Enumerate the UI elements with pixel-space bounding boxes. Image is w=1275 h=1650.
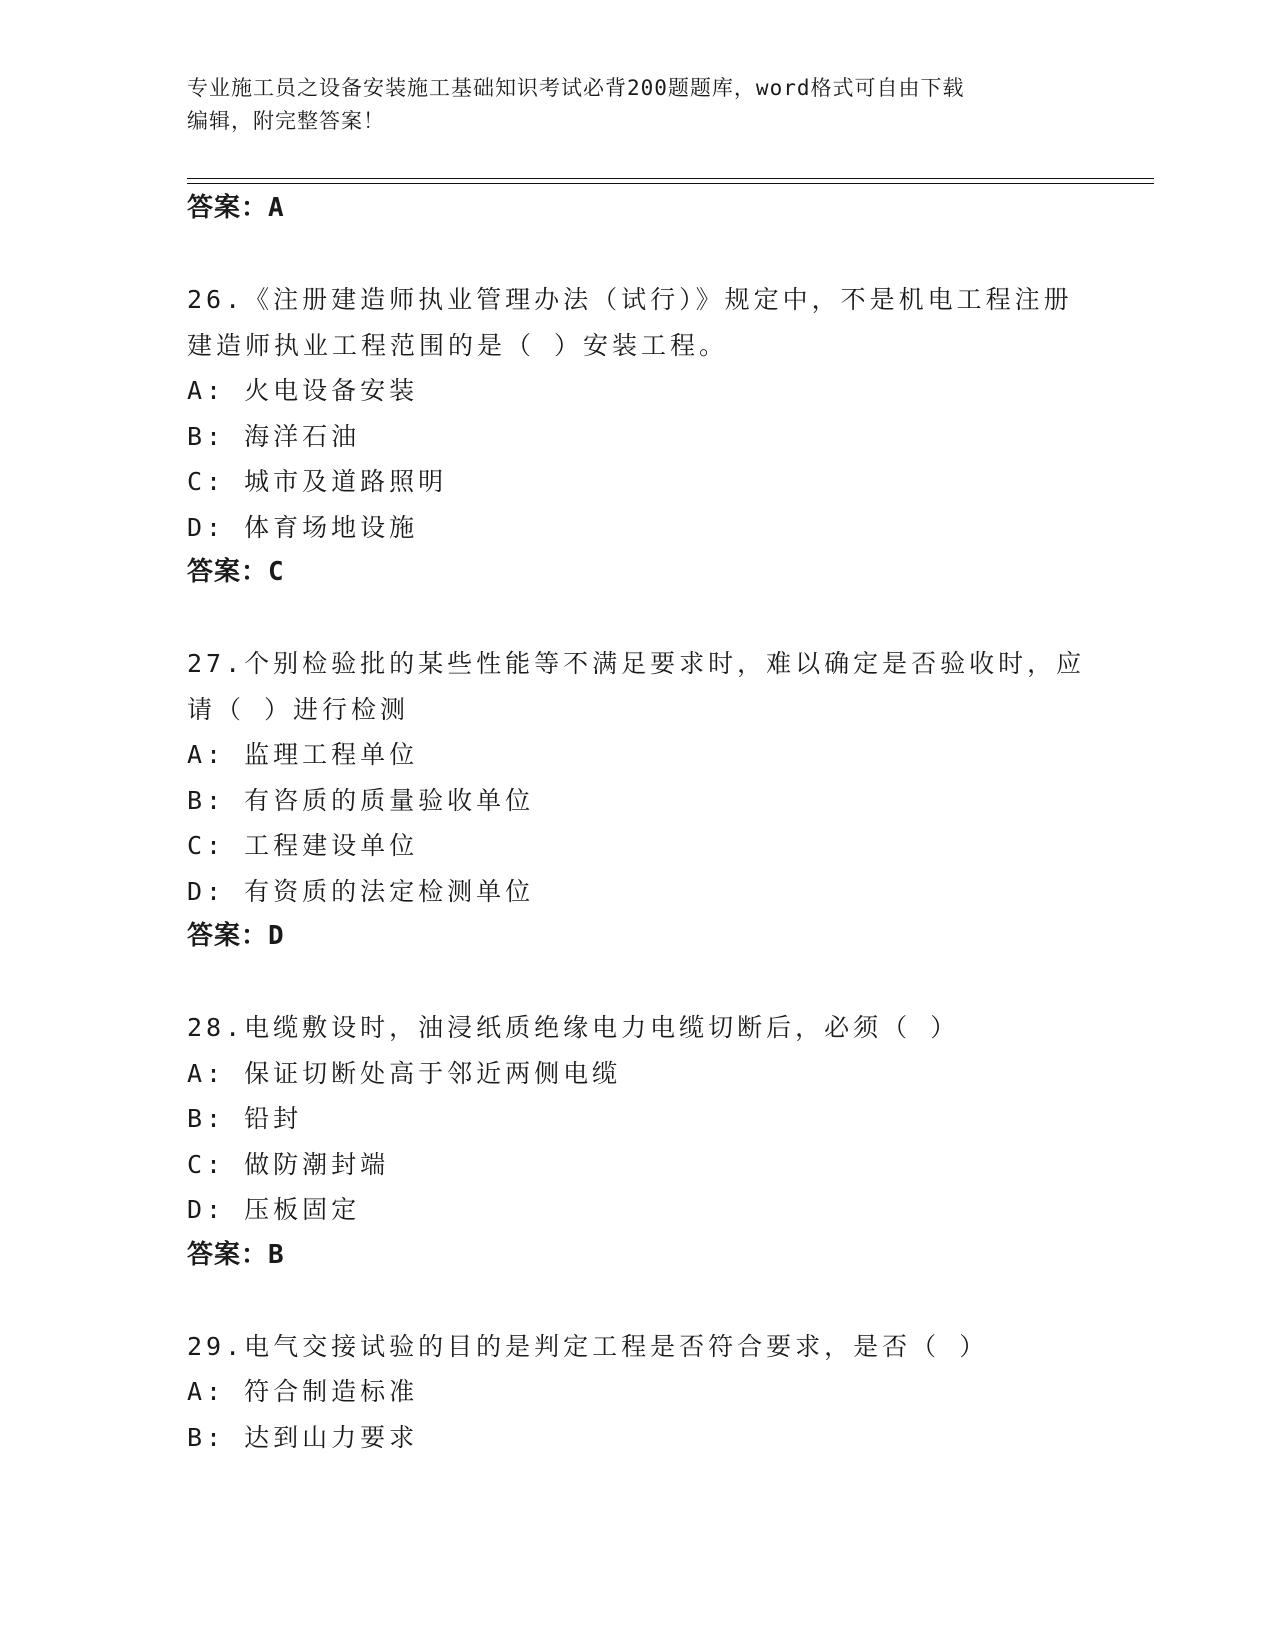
spacer xyxy=(187,596,1087,642)
spacer xyxy=(187,232,1087,278)
header-line-2: 编辑，附完整答案！ xyxy=(187,109,385,133)
question-stem: 26.《注册建造师执业管理办法（试行）》规定中，不是机电工程注册 xyxy=(187,285,1073,314)
spacer xyxy=(187,1278,1087,1324)
question-27 xyxy=(187,641,1087,960)
option-d: D: 压板固定 xyxy=(187,1195,361,1224)
answer-label: 答案：D xyxy=(187,921,285,951)
option-a: A: 监理工程单位 xyxy=(187,740,419,769)
option-a: A: 火电设备安装 xyxy=(187,376,419,405)
option-a: A: 保证切断处高于邻近两侧电缆 xyxy=(187,1058,622,1088)
option-a: A: 符合制造标准 xyxy=(187,1377,419,1406)
option-c: C: 工程建设单位 xyxy=(187,831,419,860)
question-stem: 请（ ）进行检测 xyxy=(187,694,410,724)
option-b: B: 海洋石油 xyxy=(187,421,361,451)
option-d: D: 体育场地设施 xyxy=(187,512,419,542)
document-header xyxy=(187,72,1087,138)
answer-label: 答案：C xyxy=(187,557,285,587)
answer-label: 答案：B xyxy=(187,1239,285,1270)
header-line-1: 专业施工员之设备安装施工基础知识考试必背200题题库，word格式可自由下载 xyxy=(187,76,965,100)
question-29 xyxy=(187,1324,1087,1461)
option-c: C: 城市及道路照明 xyxy=(187,467,448,496)
question-28 xyxy=(187,1005,1087,1278)
option-d: D: 有资质的法定检测单位 xyxy=(187,876,535,906)
question-26 xyxy=(187,277,1087,596)
question-stem: 27.个别检验批的某些性能等不满足要求时，难以确定是否验收时，应 xyxy=(187,649,1086,678)
option-b: B: 达到山力要求 xyxy=(187,1422,419,1452)
question-stem: 29.电气交接试验的目的是判定工程是否符合要求，是否（ ） xyxy=(187,1331,989,1361)
spacer xyxy=(187,960,1087,1006)
option-b: B: 有咨质的质量验收单位 xyxy=(187,785,535,815)
header-divider-bottom xyxy=(187,183,1154,184)
option-c: C: 做防潮封端 xyxy=(187,1149,390,1179)
answer-label: 答案：A xyxy=(187,193,285,223)
question-list xyxy=(187,186,1087,1460)
question-stem: 28.电缆敷设时，油浸纸质绝缘电力电缆切断后，必须（ ） xyxy=(187,1013,960,1042)
question-stem: 建造师执业工程范围的是（ ）安装工程。 xyxy=(187,330,729,360)
option-b: B: 铅封 xyxy=(187,1104,303,1133)
header-divider-top xyxy=(187,178,1154,179)
